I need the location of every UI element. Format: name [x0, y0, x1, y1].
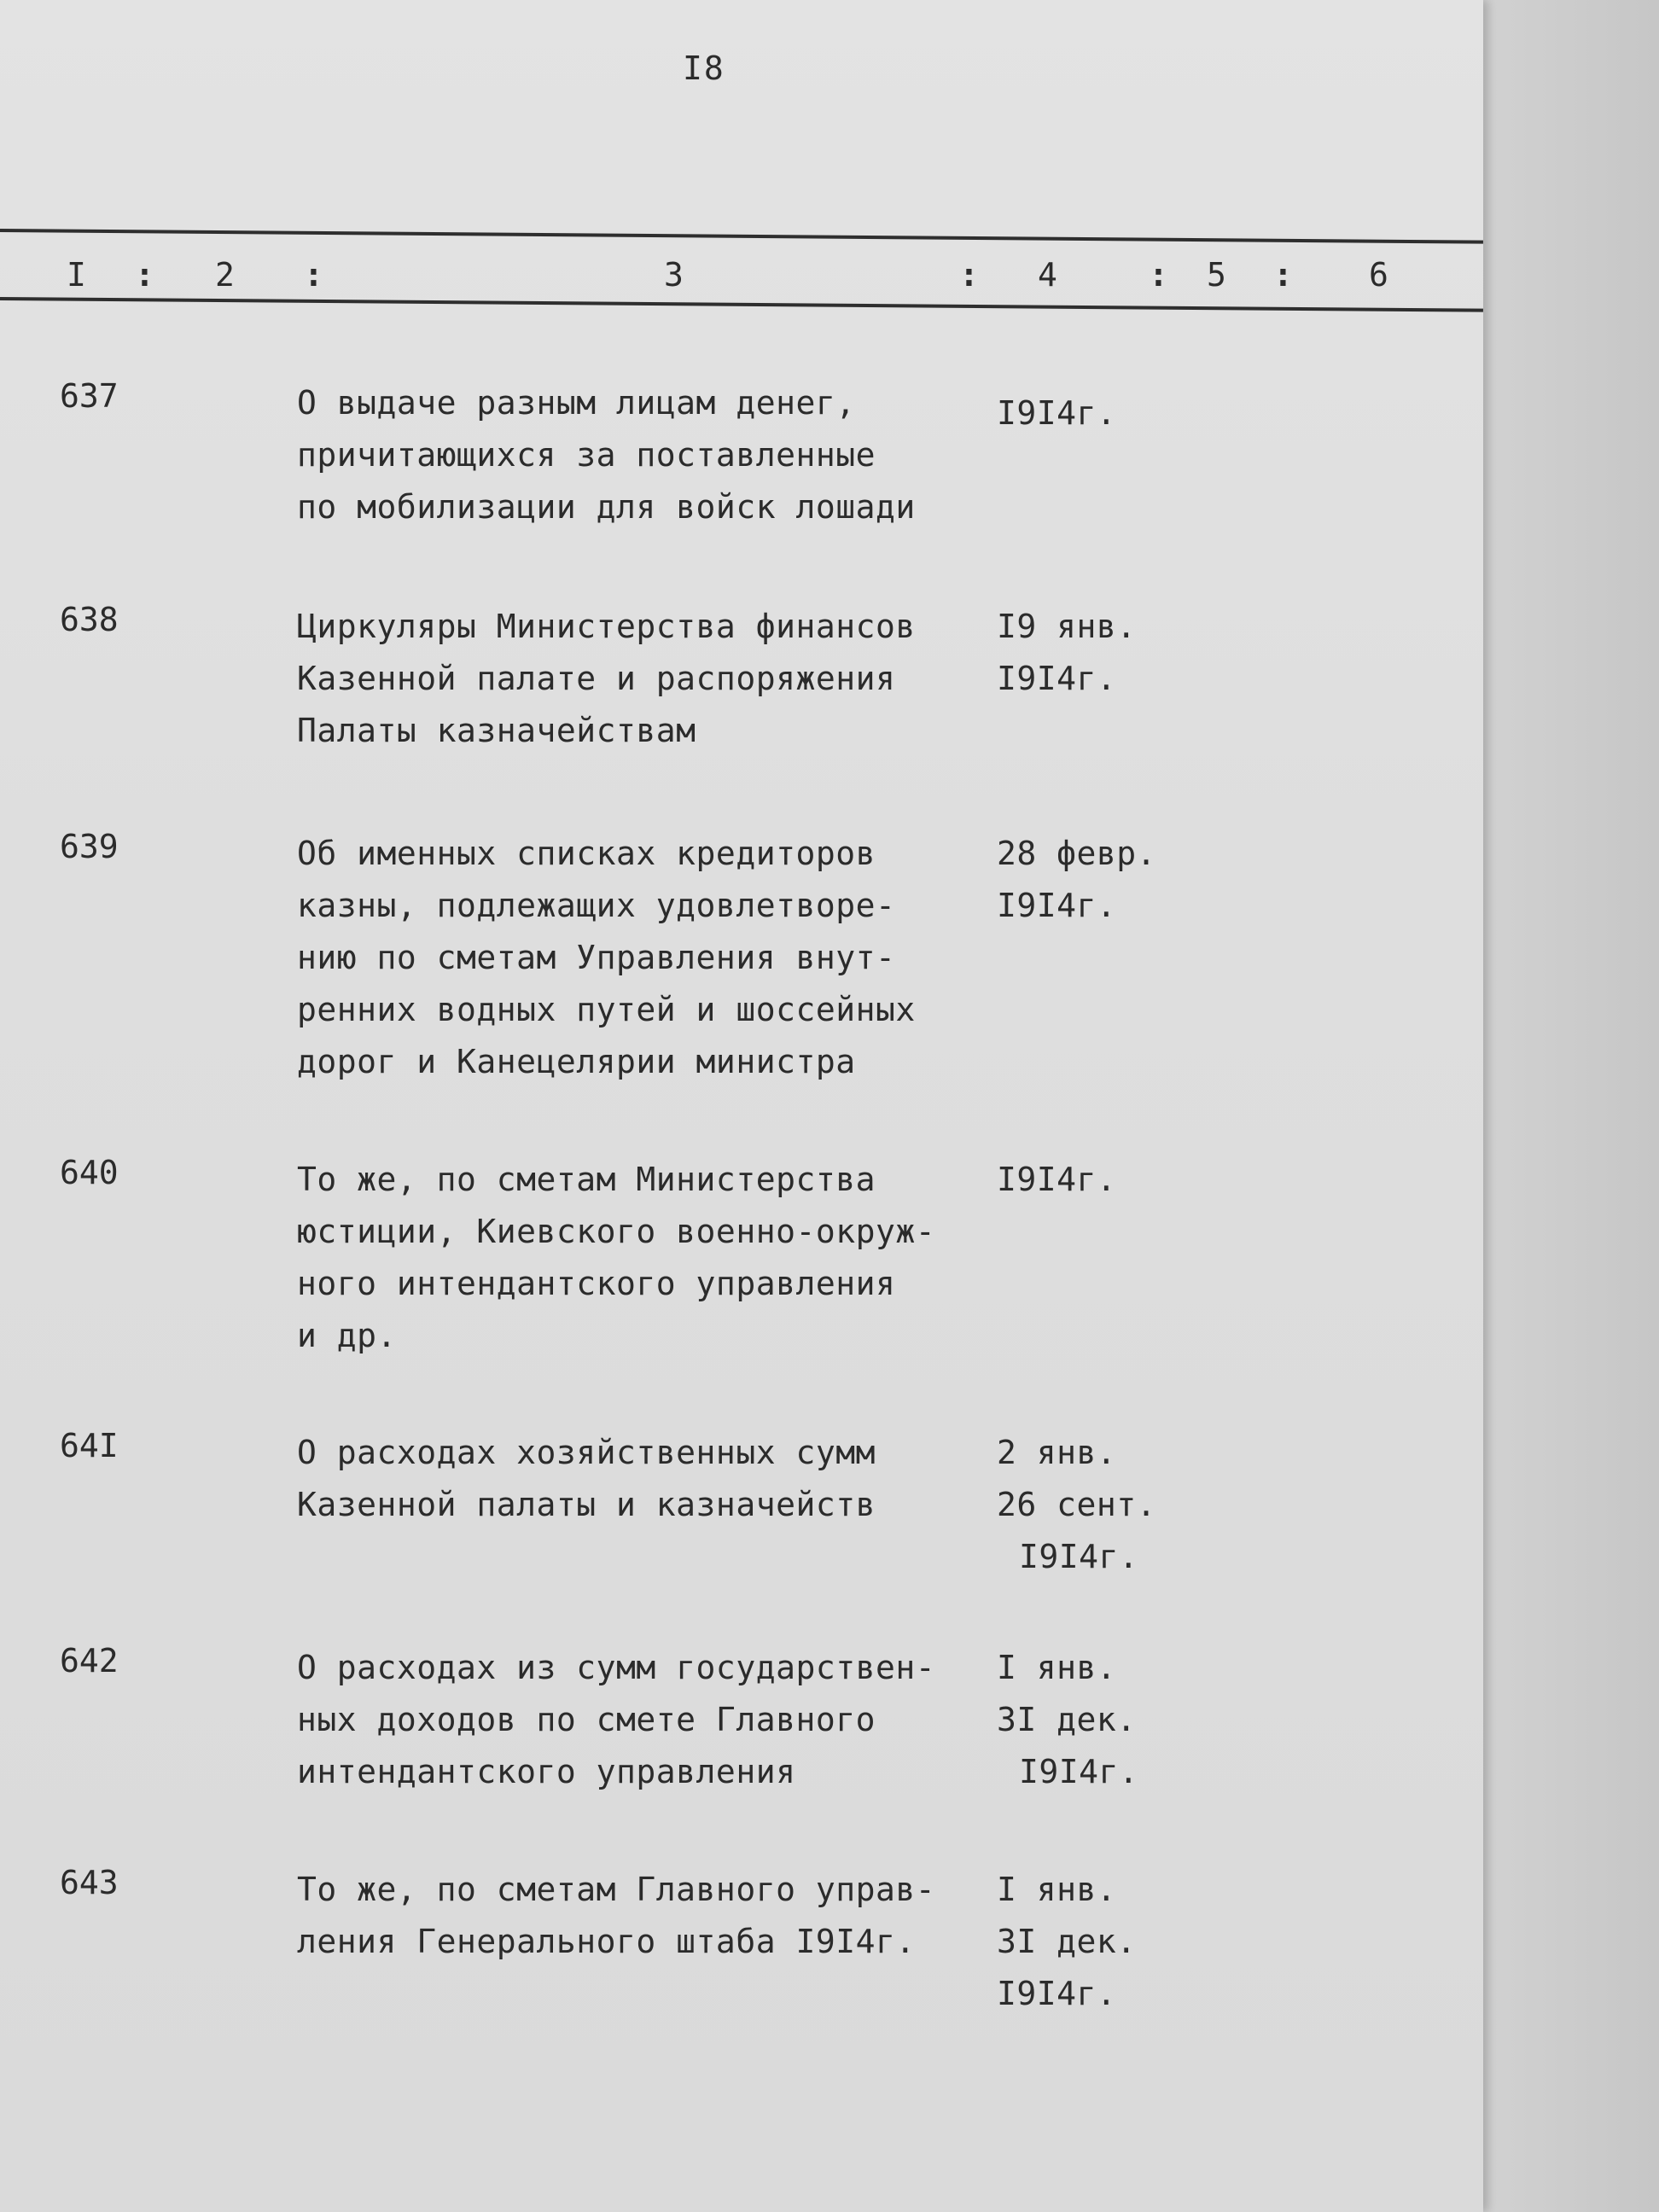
entry-date-line: 3I дек.	[997, 1923, 1137, 1960]
entry-title-line: и др.	[297, 1317, 397, 1354]
entry-title-line: ренних водных путей и шоссейных	[297, 991, 916, 1028]
entry-title-line: интендантского управления	[297, 1753, 796, 1790]
entry-title-line: О расходах хозяйственных сумм	[297, 1434, 876, 1471]
entry-title-line: по мобилизации для войск лошади	[297, 488, 916, 526]
entry-title-line: То же, по сметам Главного управ-	[297, 1871, 936, 1908]
entry-date-line: I9I4г.	[1019, 1753, 1139, 1790]
entry-number: 640	[60, 1154, 119, 1191]
column-separator: :	[1273, 256, 1293, 294]
column-separator: :	[959, 256, 979, 294]
entry-title-line: Палаты казначействам	[297, 712, 696, 749]
column-separator: :	[1149, 256, 1168, 294]
entry-title-line: О расходах из сумм государствен-	[297, 1649, 936, 1686]
column-separator: :	[304, 256, 323, 294]
entry-date-line: 28 февр.	[997, 835, 1157, 872]
entry-title-line: ления Генерального штаба I9I4г.	[297, 1923, 916, 1960]
entry-date	[997, 601, 1137, 705]
column-header-6: 6	[1369, 256, 1388, 294]
entry-date-line: I янв.	[997, 1871, 1117, 1908]
entry-title	[297, 601, 997, 757]
entry-title-line: То же, по сметам Министерства	[297, 1161, 876, 1198]
entry-number: 639	[60, 828, 119, 865]
entry-date	[997, 1154, 1116, 1206]
entry-title	[297, 1864, 997, 1968]
entry-date-line: 2 янв.	[997, 1434, 1117, 1471]
entry-title-line: Казенной палаты и казначейств	[297, 1486, 876, 1523]
entry-title	[297, 1427, 997, 1531]
entry-date-line: 26 сент.	[997, 1486, 1157, 1523]
entry-title	[297, 1154, 997, 1362]
column-header-3: 3	[664, 256, 684, 294]
header-rule-bottom	[0, 297, 1483, 312]
entry-date-line: I9I4г.	[1019, 1538, 1139, 1575]
entry-title-line: причитающихся за поставленные	[297, 436, 876, 474]
entry-number: 637	[60, 377, 119, 415]
entry-date	[997, 828, 1156, 932]
entry-title	[297, 1642, 997, 1798]
entry-title	[297, 828, 997, 1088]
entry-number: 643	[60, 1864, 119, 1901]
entry-title-line: Циркуляры Министерства финансов	[297, 608, 916, 645]
entry-title-line: казны, подлежащих удовлетворе-	[297, 887, 896, 924]
entry-number: 64I	[60, 1427, 119, 1464]
entry-date	[997, 1864, 1137, 2020]
entry-date-line: I9I4г.	[997, 660, 1117, 697]
column-separator: :	[135, 256, 154, 294]
entry-title-line: дорог и Канецелярии министра	[297, 1043, 856, 1080]
entry-title-line: О выдаче разным лицам денег,	[297, 384, 856, 422]
entry-date	[997, 1427, 1156, 1583]
entry-title-line: ного интендантского управления	[297, 1265, 896, 1302]
entry-date-line: I9 янв.	[997, 608, 1137, 645]
entry-date-line: I9I4г.	[997, 394, 1117, 432]
entry-title-line: юстиции, Киевского военно-окруж-	[297, 1213, 936, 1250]
column-header-1: I	[67, 256, 86, 294]
entry-number: 642	[60, 1642, 119, 1679]
entry-date-line: I янв.	[997, 1649, 1117, 1686]
column-header-4: 4	[1038, 256, 1057, 294]
entry-number: 638	[60, 601, 119, 638]
entry-title-line: нию по сметам Управления внут-	[297, 939, 896, 976]
column-header-2: 2	[215, 256, 235, 294]
entry-date	[997, 387, 1116, 439]
column-header-5: 5	[1207, 256, 1226, 294]
entry-date-line: I9I4г.	[997, 1975, 1117, 2012]
entry-date-line: 3I дек.	[997, 1701, 1137, 1738]
entry-title-line: ных доходов по смете Главного	[297, 1701, 876, 1738]
entry-date	[997, 1642, 1138, 1798]
entry-title-line: Казенной палате и распоряжения	[297, 660, 896, 697]
entry-title	[297, 377, 997, 533]
header-rule-top	[0, 229, 1483, 244]
entry-title-line: Об именных списках кредиторов	[297, 835, 876, 872]
page-number: I8	[683, 49, 725, 87]
entry-date-line: I9I4г.	[997, 1161, 1117, 1198]
entry-date-line: I9I4г.	[997, 887, 1117, 924]
